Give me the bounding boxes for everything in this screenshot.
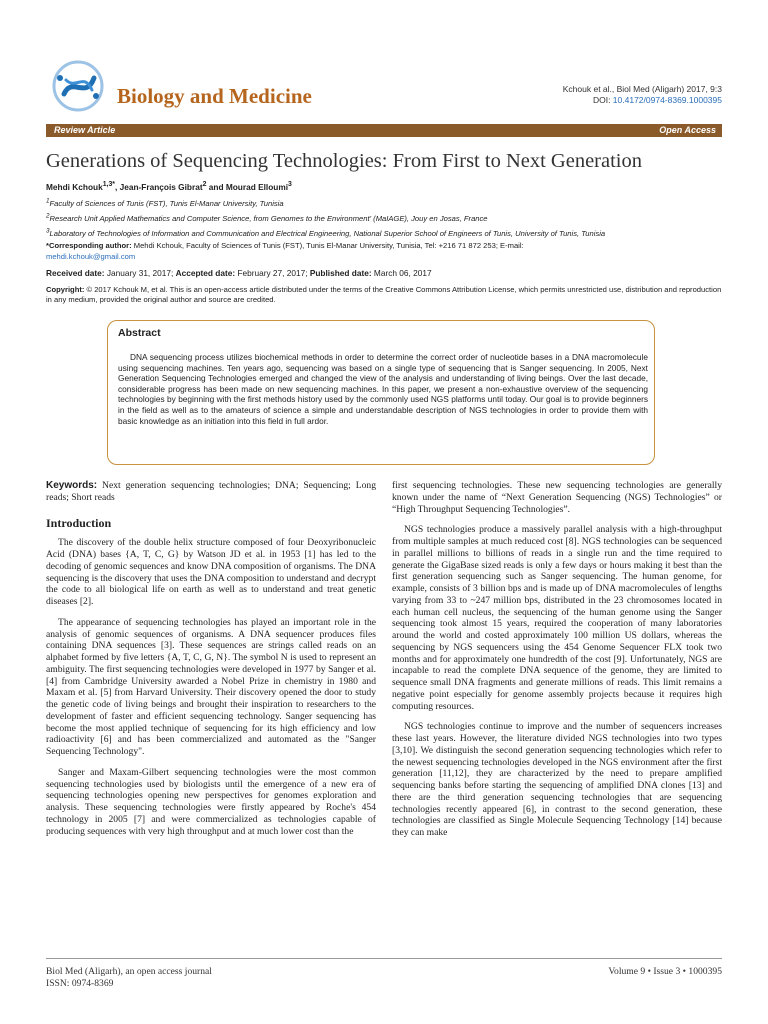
right-column [392,480,722,848]
email-link[interactable]: mehdi.kchouk@gmail.com [46,252,136,261]
journal-logo-icon [46,56,110,116]
paragraph: first sequencing technologies. These new sequencing technologies are generally known under the name of “Next Generation Sequencing (NGS) Technologies” or “High Throughput Sequencing Technologies”. [392,480,722,515]
paragraph: The discovery of the double helix structure composed of four Deoxyribonucleic Acid (DNA) bases {A, T, C, G} by Watson JD et al. in 1953 [1] has led to the decoding of genomic sequences and know DNA composition of organisms. The DNA sequencing is the discovery that uses the DNA composition to understand and decrypt the code to all biological life on earth as well as to understand and treat genetic diseases [2]. [46,537,376,607]
corresponding-author: *Corresponding author: Mehdi Kchouk, Faculty of Sciences of Tunis (FST), Tunis El-Manar University, Tunisia, Tel: +216 71 872 253; E-mail: mehdi.kchouk@gmail.com [46,241,524,261]
doi-line: DOI: 10.4172/0974-8369.1000395 [592,95,722,105]
author-list: Mehdi Kchouk$^{1,3*}$, Jean-François Gibrat$^2$ and Mourad Elloumi$^3$ [46,181,292,192]
article-type-bar [46,124,722,137]
keywords: Keywords: Next generation sequencing technologies; DNA; Sequencing; Long reads; Short reads [46,480,376,503]
paragraph: Sanger and Maxam-Gilbert sequencing technologies were the most common sequencing technologies used by biologists until the emergence of a new era of sequencing technologies opening new perspectives for genomes exploration and analysis. These sequencing technologies were firstly appeared by Roche's 454 technology in 2005 [7] and were commercialized as technologies capable of producing sequences with very high throughput and at much lower cost than the [46,766,376,837]
affiliation-2: $^2$Research Unit Applied Mathematics and Computer Science, from Genomes to the Environment' (MaIAGE), Jouy en Josas, France [46,212,488,223]
journal-name: Biology and Medicine [117,84,312,108]
abstract-text: DNA sequencing process utilizes biochemical methods in order to determine the correct order of nucleotide bases in a DNA macromolecule using sequencing machines. Ten years ago, sequencing was based on a single type of sequencing that is Sanger sequencing. In 2005, Next Generation Sequencing Technologies emerged and changed the view of the analysis and understanding of living beings. Over the last decade, considerable progress has been made on new sequencing machines. In this paper, we present a non-exhaustive overview of the sequencing technologies by beginning with the first methods history used by the commonly used NGS platforms until today. Our goal is to provide beginners in the field as well as to the amateurs of science a simple and understandable description of NGS technologies in order to provide them with basic knowledge as an initiation into this field in full ardor. [118,352,648,426]
affiliation-1: $^1$Faculty of Sciences of Tunis (FST), Tunis El-Manar University, Tunisia [46,197,284,208]
citation-block [563,84,722,106]
dates-line: Received date: January 31, 2017; Accepted date: February 27, 2017; Published date: March 06, 2017 [46,268,432,278]
copyright-notice: Copyright: © 2017 Kchouk M, et al. This is an open-access article distributed under the terms of the Creative Commons Attribution License, which permits unrestricted use, distribution and reproduction in any medium, provided the original author and source are credited. [46,285,722,304]
open-access-label: Open Access [659,125,716,135]
left-column [46,480,376,846]
paragraph: The appearance of sequencing technologies has played an important role in the analysis of genomic sequences of organisms. A DNA sequencer produces files containing DNA sequences [3]. These sequences are strings called reads on an alphabet formed by five letters {A, T, C, G, N}. The symbol N is used to represent an ambiguity. The first sequencing technologies were developed in 1977 by Sanger et al. [4] from Cambridge University awarded a Nobel Prize in chemistry in 1980 and Maxam et al. [5] from Harvard University. Their discovery opened the door to study the genetic code of living beings and brought their inspiration to researchers to the development of faster and efficient sequencing technology. Sanger sequencing has become the most applied technique of sequencing for its high efficiency and low radioactivity [6] and has been commercialized and automated as the "Sanger Sequencing Technology". [46,616,376,757]
paragraph: NGS technologies produce a massively parallel analysis with a high-throughput from multiple samples at much reduced cost [8]. NGS technologies can be sequenced in parallel millions to billions of reads in a single run and the time required to generate the GigaBase sized reads is only a few days or hours making it best than the first generation sequencing such as Sanger sequencing. The human genome, for example, consists of 3 billion bps and is made up of DNA macromolecules of lengths varying from 33 to ~247 million bps, distributed in the 23 chromosomes located in each human cell nucleus, the sequencing of the human genome using the Sanger sequencing took almost 15 years, required the cooperation of many laboratories around the world and costed approximately 100 million US dollars, whereas the sequencing by NGS sequencers using the 454 Genome Sequencer FLX took two months and for approximately one hundredth of the cost [9]. Unfortunately, NGS are incapable to read the complete DNA sequence of the genome, they are limited to sequence small DNA fragments and generate millions of reads. This limit remains a negative point especially for genome assembly projects because it requires high computing resources. [392,524,722,712]
article-type-label: Review Article [54,125,116,135]
doi-link[interactable]: 10.4172/0974-8369.1000395 [612,95,722,105]
footer-divider [46,958,722,959]
citation-line: Kchouk et al., Biol Med (Aligarh) 2017, 9:3 [562,84,722,94]
article-title: Generations of Sequencing Technologies: From First to Next Generation [46,150,642,172]
footer-journal: Biol Med (Aligarh), an open access journal ISSN: 0974-8369 [46,966,212,989]
paragraph: NGS technologies continue to improve and the number of sequencers increases these last years. However, the literature divided NGS technologies into two types [3,10]. We distinguish the second generation sequencing technologies which refer to the newest sequencing technologies developed in the NGS environment after the first generation [11,12], they are characterized by the need to prepare amplified sequencing banks before starting the sequencing of amplified DNA clones [13] and there are the third generation sequencing technologies that are sequencing technologies recently appeared [6], in contrast to the second generation, these technologies are classified as Single Molecule Sequencing Technology [14] because they can make [392,721,722,838]
section-heading-introduction: Introduction [46,515,112,530]
footer-volume: Volume 9 • Issue 3 • 1000395 [608,966,722,977]
affiliation-3: $^3$Laboratory of Technologies of Information and Communication and Electrical Engineering, National Superior School of Engineers of Tunis, University of Tunis, Tunisia [46,227,606,238]
abstract-heading: Abstract [118,327,161,339]
